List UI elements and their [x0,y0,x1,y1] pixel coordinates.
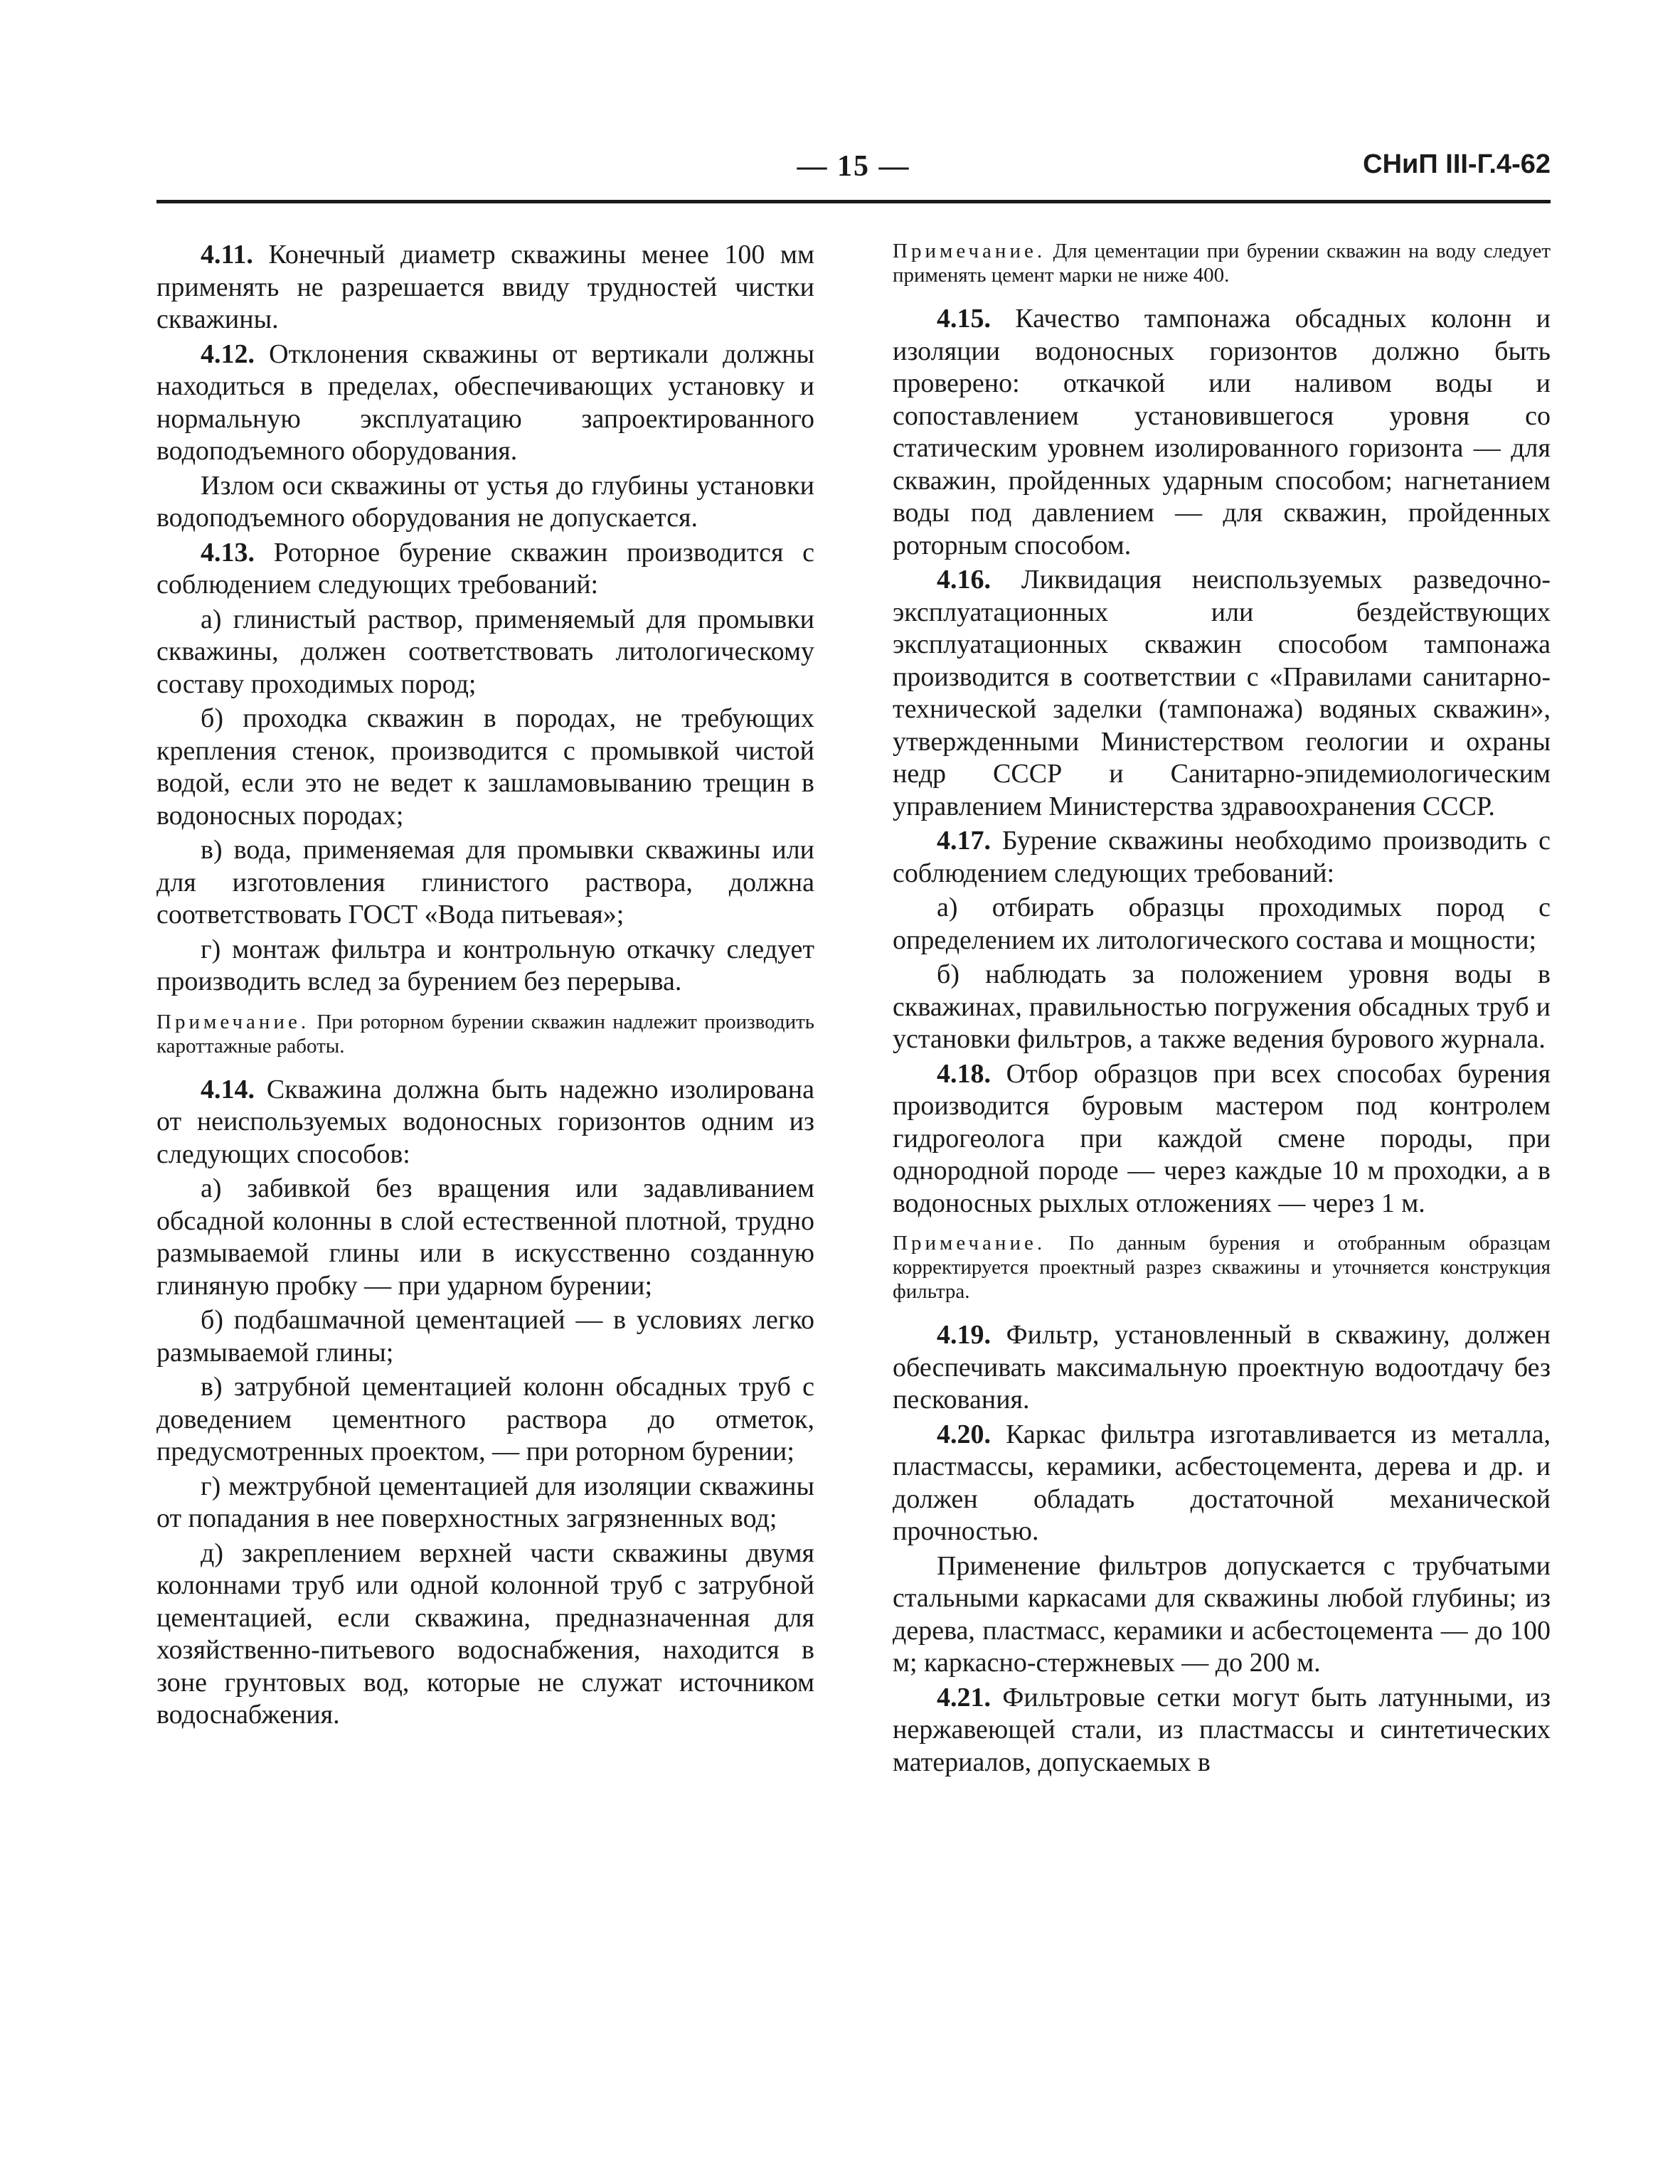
clause-number: 4.19. [937,1320,991,1350]
note-label: Примечание. [893,240,1046,262]
paragraph-text: а) отбирать образцы проходимых пород с определением их литологического состава и мощности; [893,893,1551,955]
paragraph-text: Скважина должна быть надежно изолирована от неиспользуемых водоносных горизонтов одним из следующих способов: [156,1074,814,1169]
paragraph [893,825,1551,890]
paragraph [893,892,1551,957]
header-rule [156,200,1551,203]
clause-number: 4.13. [201,537,255,568]
paragraph [893,959,1551,1056]
paragraph [156,1471,814,1535]
paragraph-text: Отбор образцов при всех способах бурения производится буровым мастером под контролем гидрогеолога при каждой смене породы, при однородной породе — через каждые 10 м проходки, а в водоносных рыхлых отложениях — через 1 м. [893,1058,1551,1218]
clause-number: 4.12. [201,339,255,369]
paragraph-text: Каркас фильтра изготавливается из металла, пластмассы, керамики, асбестоцемента, дерева и др. и должен обладать достаточной механической прочностью. [893,1419,1551,1546]
paragraph [156,934,814,998]
paragraph-text: Качество тампонажа обсадных колонн и изоляции водоносных горизонтов должно быть проверено: откачкой или наливом воды и сопоставлением установившегося уровня со статическим уровнем изолированного горизонта — для скважин, пройденных ударным способом; нагнетанием воды под давлением — для скважин, пройденных роторным способом. [893,304,1551,560]
clause-number: 4.21. [937,1682,991,1712]
paragraph [156,703,814,832]
paragraph [156,537,814,602]
paragraph-text: Конечный диаметр скважины менее 100 мм применять не разрешается ввиду трудностей чистки скважины. [156,240,814,334]
page-header [156,149,1551,192]
paragraph [156,1074,814,1171]
paragraph [156,604,814,701]
note [156,1010,814,1058]
paragraph-text: Ликвидация неиспользуемых разведочно-эксплуатационных или бездействующих эксплуатационных скважин способом тампонажа производится в соответствии с «Правилами санитарно-технической заделки (тампонажа) водяных скважин», утвержденными Министерством геологии и охраны недр СССР и Санитарно-эпидемиологическим управлением Министерства здравоохранения СССР. [893,565,1551,821]
paragraph-text: б) наблюдать за положением уровня воды в скважинах, правильностью погружения обсадных труб и установки фильтров, а также ведения бурового журнала. [893,959,1551,1054]
paragraph-text: д) закреплением верхней части скважины двумя колоннами труб или одной колонной труб с затрубной цементацией, если скважина, предназначенная для хозяйственно-питьевого водоснабжения, находится в зоне грунтовых вод, которые не служат источником водоснабжения. [156,1538,814,1730]
paragraph-text: в) затрубной цементацией колонн обсадных труб с доведением цементного раствора до отметок, предусмотренных проектом, — при роторном бурении; [156,1372,814,1466]
paragraph-text: При роторном бурении скважин надлежит производить кароттажные работы. [156,1010,814,1058]
clause-number: 4.16. [937,565,991,595]
paragraph-text: Применение фильтров допускается с трубчатыми стальными каркасами для скважины любой глубины; из дерева, пластмасс, керамики и асбестоцемента — до 100 м; каркасно-стержневых — до 200 м. [893,1550,1551,1678]
paragraph [893,1419,1551,1548]
paragraph-text: г) монтаж фильтра и контрольную откачку следует производить вслед за бурением без перерыва. [156,934,814,996]
page-number: — 15 — [797,150,910,183]
clause-number: 4.15. [937,304,991,334]
paragraph [156,1371,814,1469]
clause-number: 4.17. [937,826,991,856]
left-column [156,239,814,1967]
paragraph [893,564,1551,823]
paragraph-text: Фильтровые сетки могут быть латунными, из нержавеющей стали, из пластмассы и синтетических материалов, допускаемых в [893,1682,1551,1777]
paragraph-text: Излом оси скважины от устья до глубины установки водоподъемного оборудования не допускается. [156,470,814,533]
paragraph [156,239,814,336]
paragraph-text: а) забивкой без вращения или задавливанием обсадной колонны в слой естественной плотной, трудно размываемой глины или в искусственно созданную глиняную пробку — при ударном бурении; [156,1173,814,1301]
clause-number: 4.18. [937,1058,991,1089]
paragraph-text: Отклонения скважины от вертикали должны находиться в пределах, обеспечивающих установку и нормальную эксплуатацию запроектированного водоподъемного оборудования. [156,339,814,466]
note-label: Примечание. [156,1010,310,1033]
clause-number: 4.11. [201,240,253,270]
note-label: Примечание. [893,1232,1046,1255]
paragraph-text: Роторное бурение скважин производится с соблюдением следующих требований: [156,537,814,600]
paragraph-text: г) межтрубной цементацией для изоляции скважины от попадания в нее поверхностных загрязненных вод; [156,1471,814,1533]
paragraph [893,1550,1551,1680]
paragraph [893,1682,1551,1779]
document-code: СНиП III-Г.4-62 [1363,149,1551,179]
paragraph-text: в) вода, применяемая для промывки скважины или для изготовления глинистого раствора, должна соответствовать ГОСТ «Вода питьевая»; [156,835,814,929]
note [893,239,1551,287]
paragraph-text: Фильтр, установленный в скважину, должен обеспечивать максимальную проектную водоотдачу без пескования. [893,1320,1551,1415]
paragraph [156,834,814,932]
note [893,1231,1551,1304]
paragraph [156,339,814,468]
paragraph [156,1538,814,1732]
paragraph [893,1319,1551,1417]
paragraph [893,1058,1551,1220]
paragraph [156,470,814,535]
right-column [893,239,1551,1967]
clause-number: 4.14. [201,1074,255,1104]
paragraph-text: Бурение скважины необходимо производить с соблюдением следующих требований: [893,826,1551,888]
paragraph-text: а) глинистый раствор, применяемый для промывки скважины, должен соответствовать литологическому составу проходимых пород; [156,604,814,699]
paragraph-text: По данным бурения и отобранным образцам корректируется проектный разрез скважины и уточняется конструкция фильтра. [893,1232,1551,1303]
paragraph [156,1173,814,1302]
paragraph [156,1304,814,1369]
paragraph-text: Для цементации при бурении скважин на воду следует применять цемент марки не ниже 400. [893,240,1551,287]
paragraph-text: б) подбашмачной цементацией — в условиях легко размываемой глины; [156,1305,814,1368]
paragraph-text: б) проходка скважин в породах, не требующих крепления стенок, производится с промывкой чистой водой, если это не ведет к зашламовыванию трещин в водоносных породах; [156,703,814,831]
clause-number: 4.20. [937,1419,991,1449]
paragraph [893,303,1551,562]
